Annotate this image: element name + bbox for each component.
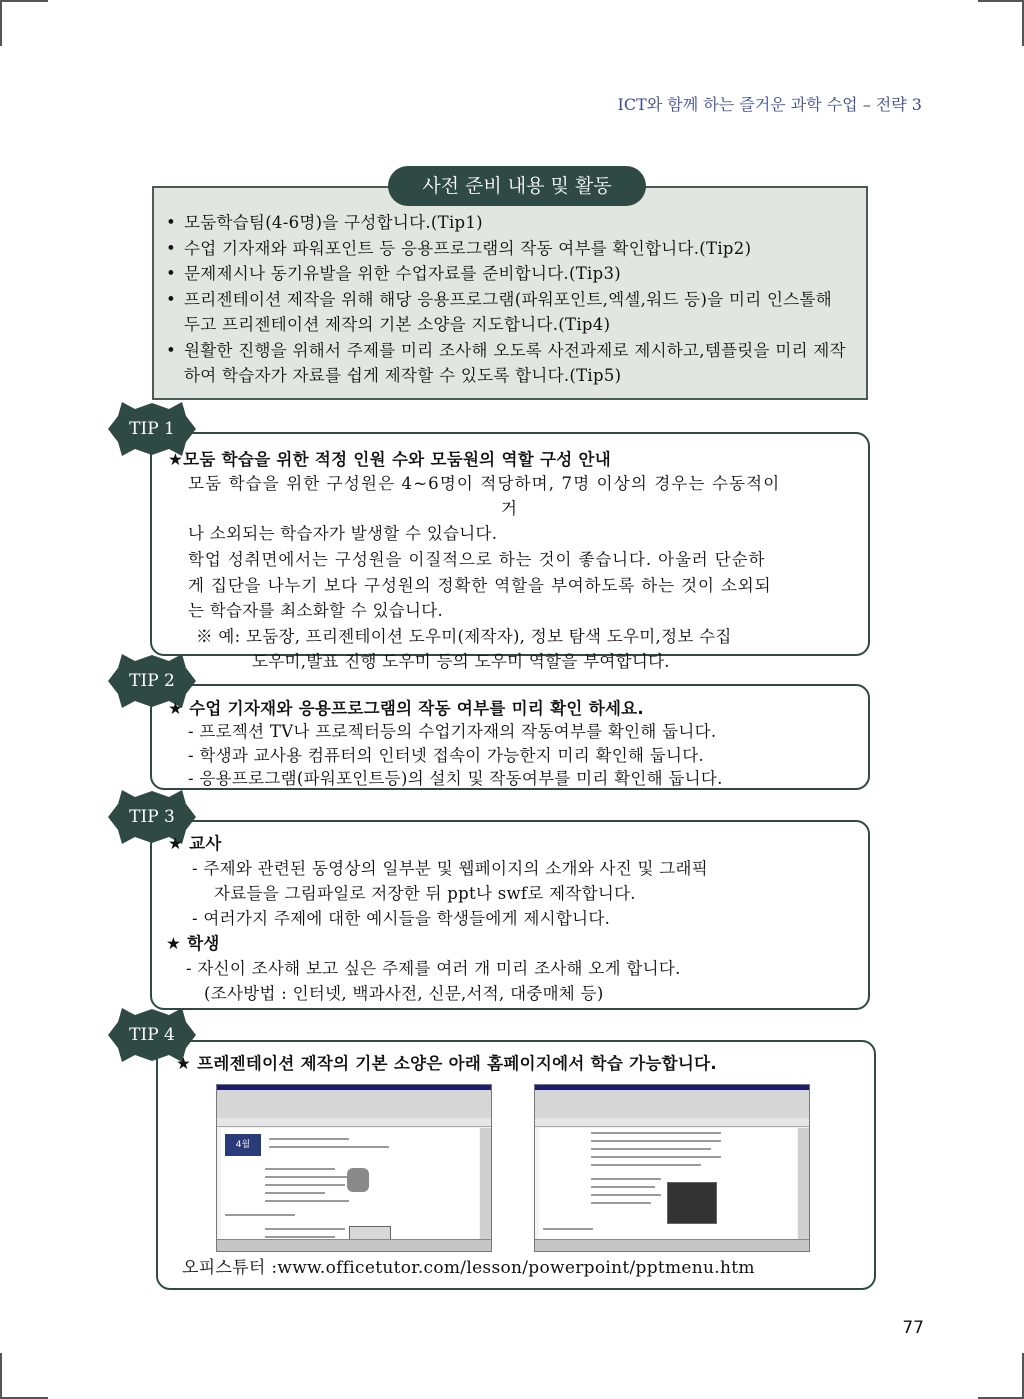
text-line: [591, 1194, 661, 1196]
image-thumb: [347, 1168, 369, 1192]
text-line: [591, 1186, 655, 1188]
tip1-line: 학업 성취면에서는 구성원을 이질적으로 하는 것이 좋습니다. 아울러 단순하: [188, 550, 766, 569]
prep-item: • 문제제시나 동기유발을 위한 수업자료를 준비합니다.(Tip3): [154, 261, 866, 287]
scrollbar: [798, 1128, 809, 1239]
text-line: [269, 1146, 389, 1148]
tip2-line: - 프로젝션 TV나 프로젝터등의 수업기자재의 작동여부를 확인해 둡니다.: [188, 722, 717, 741]
browser-toolbar: [535, 1090, 809, 1119]
text-line: [225, 1214, 295, 1216]
webpage-screenshot-left: [216, 1084, 492, 1252]
text-line: [265, 1192, 325, 1194]
taskbar: [217, 1239, 491, 1251]
page-number: 77: [902, 1318, 924, 1338]
text-line: [265, 1200, 349, 1202]
tip1-badge-label: TIP 1: [129, 419, 175, 439]
tip1-line: 는 학습자를 최소화할 수 있습니다.: [188, 601, 444, 620]
chart-thumb: [667, 1182, 717, 1224]
tip4-badge-label: TIP 4: [129, 1025, 175, 1045]
text-line: [269, 1138, 349, 1140]
address-bar: [535, 1118, 809, 1127]
page-body: [539, 1128, 797, 1239]
text-line: [543, 1228, 593, 1230]
running-header: ICT와 함께 하는 즐거운 과학 수업 – 전략 3: [617, 95, 922, 114]
webpage-screenshot-right: [534, 1084, 810, 1252]
crop-mark: [0, 0, 2, 46]
tip4-heading: ★ 프레젠테이션 제작의 기본 소양은 아래 홈페이지에서 학습 가능합니다.: [176, 1054, 717, 1073]
text-line: [591, 1140, 721, 1142]
tip4-caption: 오피스튜터 :www.officetutor.com/lesson/powerpoint/pptmenu.htm: [182, 1258, 755, 1278]
prep-item: • 프리젠테이션 제작을 위해 해당 응용프로그램(파워포인트,엑셀,워드 등)을 미리 인스톨해 두고 프리젠테이션 제작의 기본 소양을 지도합니다.(Tip4): [154, 287, 866, 338]
text-line: [265, 1228, 345, 1230]
prep-title: 사전 준비 내용 및 활동: [388, 166, 646, 206]
tip3-student-line: - 자신이 조사해 보고 싶은 주제를 여러 개 미리 조사해 오게 합니다.: [186, 959, 681, 978]
crop-mark: [978, 0, 1024, 2]
prep-item: • 수업 기자재와 파워포인트 등 응용프로그램의 작동 여부를 확인합니다.(Tip2): [154, 236, 866, 262]
prep-item: • 모둠학습팀(4-6명)을 구성합니다.(Tip1): [154, 210, 866, 236]
crop-mark: [0, 1353, 2, 1399]
text-line: [265, 1184, 345, 1186]
tip3-teacher-line: - 주제와 관련된 동영상의 일부분 및 웹페이지의 소개와 사진 및 그래픽: [192, 859, 709, 878]
scrollbar: [480, 1128, 491, 1239]
crop-mark: [0, 0, 48, 2]
tip3-badge-label: TIP 3: [129, 807, 175, 827]
text-line: [591, 1156, 721, 1158]
address-bar: [217, 1118, 491, 1127]
page-body: [221, 1128, 479, 1239]
text-line: [265, 1176, 355, 1178]
tip1-heading: ★모둠 학습을 위한 적정 인원 수와 모둠원의 역할 구성 안내: [168, 450, 611, 469]
tip3-teacher-line: 자료들을 그림파일로 저장한 뒤 ppt나 swf로 제작합니다.: [214, 884, 636, 903]
tip1-line: 게 집단을 나누기 보다 구성원의 정확한 역할을 부여하도록 하는 것이 소외되: [188, 576, 772, 595]
prep-box: [152, 186, 868, 400]
tip3-teacher-heading: ★ 교사: [168, 834, 222, 853]
tip3-student-heading: ★ 학생: [166, 934, 220, 953]
text-line: [265, 1236, 335, 1238]
tip1-line: 거: [501, 499, 518, 518]
tip1-line: 나 소외되는 학습자가 발생할 수 있습니다.: [188, 524, 498, 543]
text-line: [265, 1168, 335, 1170]
tip1-line: 모둠 학습을 위한 구성원은 4~6명이 적당하며, 7명 이상의 경우는 수동적이: [188, 474, 781, 493]
lesson-badge: 4월: [225, 1134, 261, 1156]
taskbar: [535, 1239, 809, 1251]
prep-list: [154, 188, 866, 389]
text-line: [591, 1178, 661, 1180]
text-line: [591, 1132, 721, 1134]
tip1-line: 도우미,발표 진행 도우미 등의 도우미 역할을 부여합니다.: [252, 652, 670, 671]
text-line: [591, 1202, 651, 1204]
prep-item: • 원활한 진행을 위해서 주제를 미리 조사해 오도록 사전과제로 제시하고,템플릿을 미리 제작하여 학습자가 자료를 쉽게 제작할 수 있도록 합니다.(Tip5): [154, 338, 866, 389]
tip2-heading: ★ 수업 기자재와 응용프로그램의 작동 여부를 미리 확인 하세요.: [168, 699, 644, 718]
browser-toolbar: [217, 1090, 491, 1119]
tip2-badge-label: TIP 2: [129, 671, 175, 691]
text-line: [591, 1164, 701, 1166]
tip3-teacher-line: - 여러가지 주제에 대한 예시들을 학생들에게 제시합니다.: [192, 909, 611, 928]
tip3-student-line: (조사방법 : 인터넷, 백과사전, 신문,서적, 대중매체 등): [204, 984, 604, 1003]
tip1-line: ※ 예: 모둠장, 프리젠테이션 도우미(제작자), 정보 탐색 도우미,정보 수집: [196, 627, 732, 646]
tip2-line: - 응용프로그램(파워포인트등)의 설치 및 작동여부를 미리 확인해 둡니다.: [188, 769, 723, 788]
tip2-line: - 학생과 교사용 컴퓨터의 인터넷 접속이 가능한지 미리 확인해 둡니다.: [188, 746, 705, 765]
text-line: [591, 1148, 711, 1150]
